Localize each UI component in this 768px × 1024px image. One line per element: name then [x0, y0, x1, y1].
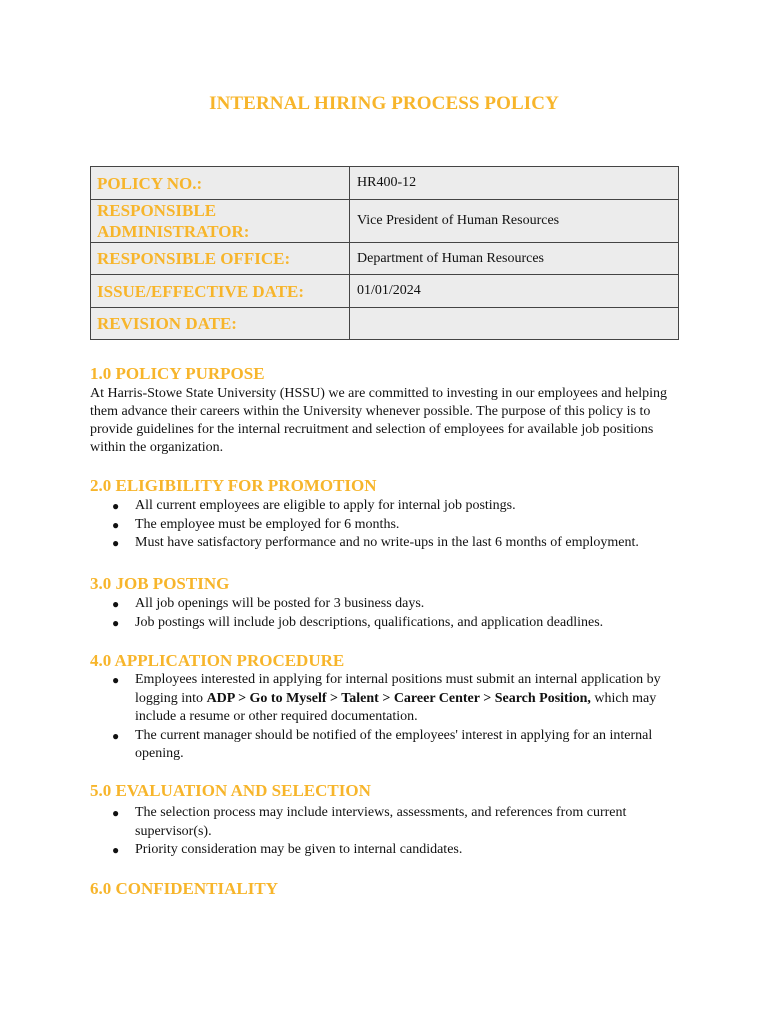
issue-effective-date-value: 01/01/2024 — [350, 275, 679, 308]
section-heading-evaluation-selection: 5.0 EVALUATION AND SELECTION — [90, 781, 371, 800]
issue-effective-date-label: ISSUE/EFFECTIVE DATE: — [91, 275, 350, 308]
responsible-administrator-label: RESPONSIBLE ADMINISTRATOR: — [91, 200, 350, 243]
revision-date-label: REVISION DATE: — [91, 308, 350, 340]
list-item: ● The current manager should be notified of the employees' interest in applying for an internal opening. — [112, 727, 653, 761]
bullet-icon: ● — [112, 728, 120, 743]
table-row — [91, 243, 679, 275]
bullet-icon: ● — [112, 597, 120, 611]
list-item: ● Must have satisfactory performance and no write-ups in the last 6 months of employment. — [90, 534, 690, 553]
bullet-icon: ● — [112, 615, 120, 630]
responsible-office-label: RESPONSIBLE OFFICE: — [91, 243, 350, 275]
list-item: ● The selection process may include interviews, assessments, and references from current supervisor(s). — [112, 805, 627, 839]
bullet-icon: ● — [112, 499, 120, 513]
adp-navigation-path: ADP > Go to Myself > Talent > Career Center > Search Position, — [206, 690, 591, 706]
list-item: ● Employees interested in applying for internal positions must submit an internal application by logging into ADP > Go to Myself > Talent > Career Center > Search Position, which may include a resume or other required documentation. — [112, 672, 661, 724]
bullet-icon: ● — [112, 536, 120, 550]
list-item: ● All current employees are eligible to apply for internal job postings. — [90, 497, 690, 516]
list-item: ● All job openings will be posted for 3 business days. — [90, 595, 690, 614]
section-heading-eligibility: 2.0 ELIGIBILITY FOR PROMOTION — [90, 476, 377, 495]
table-row — [91, 167, 679, 200]
policy-no-label: POLICY NO.: — [91, 167, 350, 200]
table-row — [91, 275, 679, 308]
policy-no-value: HR400-12 — [350, 167, 679, 200]
bullet-icon: ● — [112, 843, 120, 857]
table-row — [91, 308, 679, 340]
list-item: ● Priority consideration may be given to internal candidates. — [90, 841, 690, 860]
list-item: ● The employee must be employed for 6 months. — [90, 516, 690, 535]
section-heading-policy-purpose: 1.0 POLICY PURPOSE — [90, 364, 265, 383]
bullet-icon: ● — [112, 806, 120, 820]
section-heading-application-procedure: 4.0 APPLICATION PROCEDURE — [90, 651, 345, 670]
section-heading-confidentiality: 6.0 CONFIDENTIALITY — [90, 879, 278, 898]
list-item: ● Job postings will include job descriptions, qualifications, and application deadlines. — [90, 614, 690, 633]
document-title: INTERNAL HIRING PROCESS POLICY — [209, 93, 559, 114]
bullet-icon: ● — [112, 673, 120, 687]
responsible-office-value: Department of Human Resources — [350, 243, 679, 275]
eligibility-list — [90, 497, 690, 553]
application-procedure-list — [90, 671, 690, 764]
revision-date-value — [350, 308, 679, 340]
table-row — [91, 200, 679, 243]
policy-purpose-paragraph: At Harris-Stowe State University (HSSU) we are committed to investing in our employees and helping them advance their careers within the University whenever possible. The purpose of this policy is to provide guidelines for the internal recruitment and selection of employees for available job positions within the organization. — [90, 386, 668, 455]
policy-info-table — [90, 166, 679, 340]
job-posting-list — [90, 595, 690, 632]
section-heading-job-posting: 3.0 JOB POSTING — [90, 574, 230, 593]
evaluation-selection-list — [90, 804, 690, 860]
bullet-icon: ● — [112, 517, 120, 532]
responsible-administrator-value: Vice President of Human Resources — [350, 200, 679, 243]
